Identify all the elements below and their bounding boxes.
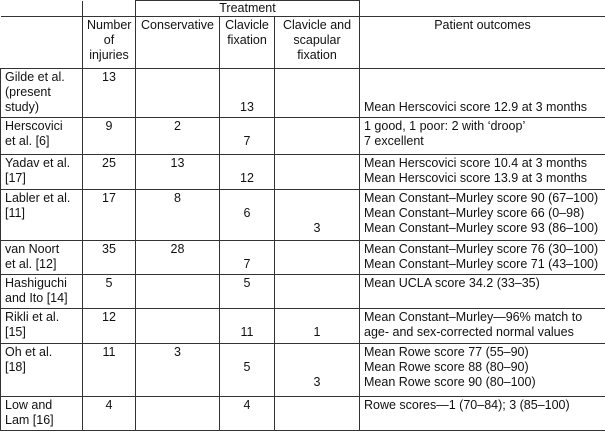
- clavicle-scapular-cell: [275, 343, 360, 396]
- conservative-cell: 8: [136, 189, 220, 240]
- header-clavscap-line-1: Clavicle and: [282, 18, 352, 32]
- injuries-cell: 17: [83, 189, 136, 240]
- table-row: [1, 241, 605, 275]
- study-line: Yadav et al.: [5, 156, 71, 171]
- study-line: (present: [5, 85, 51, 99]
- spacer-line: [224, 156, 270, 171]
- study-line: [15]: [5, 324, 26, 339]
- header-clavicle-scapular-fixation: [275, 17, 360, 69]
- header-blank-injuries: [83, 1, 136, 17]
- spacer-line: [224, 310, 270, 325]
- clavicle-fixation-value: 5: [243, 359, 251, 374]
- header-patient-outcomes: [360, 17, 605, 69]
- table-row: [1, 189, 605, 240]
- study-cell: [1, 308, 83, 343]
- header-clavicle-line-2: fixation: [227, 33, 267, 47]
- clavicle-fixation-cell: [220, 69, 275, 118]
- outcome-line: Mean Constant–Murley score 66 (0–98): [364, 205, 585, 220]
- header-treatment: Treatment: [136, 1, 360, 17]
- spacer-line: [364, 70, 601, 85]
- clavicle-fixation-value: 5: [243, 276, 251, 291]
- study-line: Lam [16]: [5, 413, 54, 428]
- conservative-cell: [136, 275, 220, 309]
- clavicle-fixation-cell: [220, 118, 275, 155]
- spacer-line: [224, 191, 270, 206]
- clavicle-fixation-value: 11: [240, 324, 254, 339]
- table-body: [1, 69, 605, 431]
- study-cell: [1, 241, 83, 275]
- outcome-line: age- and sex-corrected normal values: [364, 324, 574, 339]
- study-line: et al. [12]: [5, 257, 57, 272]
- outcome-line: Mean Constant–Murley score 71 (43–100): [364, 257, 599, 272]
- clavicle-fixation-cell: [220, 308, 275, 343]
- injuries-cell: 12: [83, 308, 136, 343]
- conservative-cell: 13: [136, 155, 220, 190]
- study-line: and Ito [14]: [5, 291, 68, 306]
- study-line: Hashiguchi: [5, 276, 67, 291]
- spacer-line: [224, 70, 270, 85]
- outcomes-cell: [360, 397, 605, 431]
- conservative-cell: 3: [136, 343, 220, 396]
- outcome-line: Mean UCLA score 34.2 (33–35): [364, 276, 540, 291]
- study-cell: [1, 118, 83, 155]
- study-line: [11]: [5, 205, 25, 220]
- outcomes-cell: [360, 189, 605, 240]
- header-blank-study: [1, 1, 83, 17]
- injuries-cell: 11: [83, 343, 136, 396]
- injuries-cell: 4: [83, 397, 136, 431]
- outcome-line: Mean Herscovici score 12.9 at 3 months: [364, 100, 588, 114]
- spacer-line: [279, 310, 355, 325]
- study-line: et al. [6]: [5, 134, 50, 149]
- clavicle-scapular-cell: [275, 189, 360, 240]
- clavicle-fixation-value: 7: [243, 134, 251, 149]
- conservative-cell: 2: [136, 118, 220, 155]
- study-line: Oh et al.: [5, 344, 53, 359]
- clavicle-fixation-cell: [220, 189, 275, 240]
- outcomes-cell: [360, 343, 605, 396]
- clavicle-scapular-cell: [275, 69, 360, 118]
- outcomes-cell: [360, 308, 605, 343]
- clavicle-fixation-cell: [220, 241, 275, 275]
- study-line: Rikli et al.: [5, 309, 60, 324]
- study-cell: [1, 155, 83, 190]
- clavicle-scapular-cell: [275, 118, 360, 155]
- header-clavscap-line-3: fixation: [297, 48, 337, 62]
- outcome-line: 1 good, 1 poor: 2 with ‘droop’: [364, 119, 526, 134]
- spacer-line: [224, 345, 270, 360]
- injuries-cell: 9: [83, 118, 136, 155]
- spacer-line: [364, 85, 601, 100]
- conservative-cell: [136, 69, 220, 118]
- study-line: Low and: [5, 398, 53, 413]
- conservative-cell: [136, 397, 220, 431]
- clavicle-scapular-value: 3: [313, 374, 321, 389]
- spacer-line: [224, 242, 270, 257]
- header-conservative: [136, 17, 220, 69]
- table-row: [1, 118, 605, 155]
- header-number-line-3: injuries: [89, 48, 129, 62]
- clavicle-fixation-cell: [220, 343, 275, 396]
- clavicle-fixation-value: 12: [240, 171, 254, 186]
- outcomes-cell: [360, 118, 605, 155]
- outcome-line: Mean Constant–Murley score 90 (67–100): [364, 190, 599, 205]
- conservative-cell: 28: [136, 241, 220, 275]
- study-cell: [1, 189, 83, 240]
- clavicle-fixation-value: 7: [243, 257, 251, 272]
- clavicle-fixation-cell: [220, 275, 275, 309]
- outcome-line: Mean Constant–Murley score 93 (86–100): [364, 220, 599, 235]
- table-row: [1, 69, 605, 118]
- clavicle-scapular-cell: [275, 308, 360, 343]
- injuries-cell: 25: [83, 155, 136, 190]
- header-clavicle-fixation: [220, 17, 275, 69]
- header-row-2: [1, 17, 605, 69]
- header-number-line-1: Number: [87, 18, 132, 32]
- outcome-line: Mean Rowe score 77 (55–90): [364, 344, 529, 359]
- outcome-line: Mean Constant–Murley score 76 (30–100): [364, 242, 599, 257]
- injuries-cell: 35: [83, 241, 136, 275]
- outcome-line: Mean Herscovici score 13.9 at 3 months: [364, 171, 588, 186]
- study-line: Labler et al.: [5, 190, 71, 205]
- clavicle-scapular-cell: [275, 155, 360, 190]
- outcomes-cell: [360, 275, 605, 309]
- spacer-line: [279, 206, 355, 221]
- injuries-cell: 5: [83, 275, 136, 309]
- header-number-of-injuries: [83, 17, 136, 69]
- header-study: [1, 17, 83, 69]
- outcome-line: 7 excellent: [364, 134, 424, 149]
- study-line: Herscovici: [5, 119, 63, 134]
- study-line: van Noort: [5, 242, 60, 257]
- study-cell: [1, 69, 83, 118]
- clavicle-scapular-value: 1: [313, 324, 321, 339]
- outcome-line: Mean Rowe score 88 (80–90): [364, 359, 529, 374]
- outcome-line: Rowe scores—1 (70–84); 3 (85–100): [364, 398, 570, 413]
- outcome-line: Mean Rowe score 90 (80–100): [364, 374, 536, 389]
- outcomes-cell: [360, 69, 605, 118]
- study-cell: [1, 343, 83, 396]
- outcomes-cell: [360, 241, 605, 275]
- injuries-cell: 13: [83, 69, 136, 118]
- table-row: [1, 308, 605, 343]
- spacer-line: [279, 191, 355, 206]
- clavicle-fixation-value: 6: [243, 205, 251, 220]
- clavicle-scapular-value: 3: [313, 220, 321, 235]
- spacer-line: [279, 360, 355, 375]
- table-row: [1, 397, 605, 431]
- study-cell: [1, 275, 83, 309]
- header-number-line-2: of: [103, 33, 115, 47]
- spacer-line: [224, 85, 270, 100]
- header-row-1: [1, 1, 605, 17]
- study-line: [18]: [5, 359, 26, 374]
- clavicle-fixation-cell: [220, 397, 275, 431]
- clavicle-fixation-value: 13: [240, 100, 254, 114]
- outcome-line: Mean Herscovici score 10.4 at 3 months: [364, 156, 588, 171]
- clavicle-scapular-cell: [275, 241, 360, 275]
- outcome-line: Mean Constant–Murley—96% match to: [364, 309, 583, 324]
- study-cell: [1, 397, 83, 431]
- header-clavscap-line-2: scapular: [293, 33, 341, 47]
- clavicle-fixation-cell: [220, 155, 275, 190]
- spacer-line: [279, 345, 355, 360]
- table-row: [1, 343, 605, 396]
- table-row: [1, 155, 605, 190]
- study-line: Gilde et al.: [5, 70, 65, 84]
- outcomes-cell: [360, 155, 605, 190]
- header-clavicle-line-1: Clavicle: [225, 18, 269, 32]
- clavicle-scapular-cell: [275, 275, 360, 309]
- clavicle-fixation-value: 4: [243, 398, 251, 413]
- header-outcomes-label: Patient outcomes: [434, 18, 531, 32]
- table-row: [1, 275, 605, 309]
- study-line: [17]: [5, 171, 26, 186]
- study-line: study): [5, 100, 40, 114]
- clavicle-scapular-cell: [275, 397, 360, 431]
- conservative-cell: [136, 308, 220, 343]
- spacer-line: [224, 119, 270, 134]
- header-conservative-label: Conservative: [141, 18, 214, 32]
- header-blank-outcomes: [360, 1, 605, 17]
